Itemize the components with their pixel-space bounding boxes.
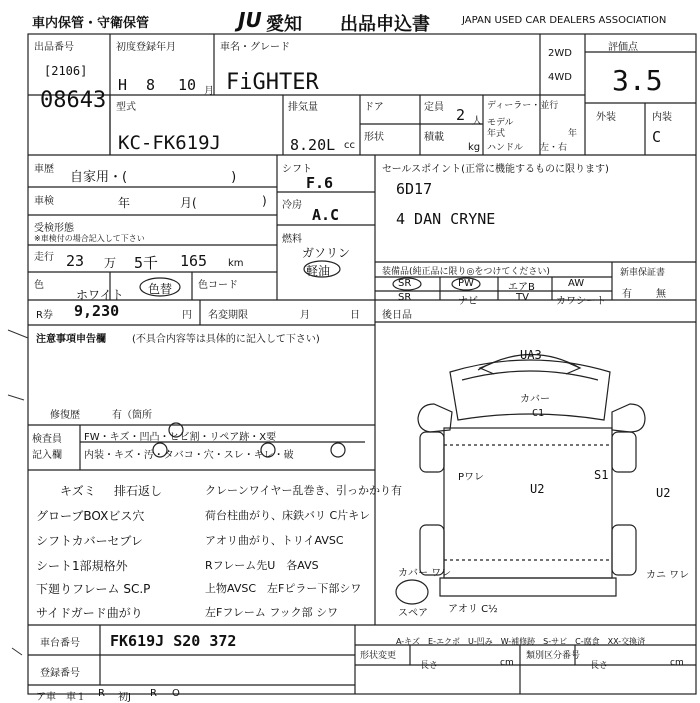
diag-spare: スペア xyxy=(398,608,428,619)
size2-long: 長さ xyxy=(590,661,609,671)
insurance-yes: 有 xyxy=(622,289,632,300)
color-code-label: 色コード xyxy=(198,280,238,291)
inspector-row-2: 内装・キズ・汚・タバコ・穴・スレ・キレ・破 xyxy=(84,450,294,461)
footer-0: ア車 xyxy=(36,692,56,703)
registration-era: H xyxy=(118,76,128,94)
capacity-label: 定員 xyxy=(424,102,444,113)
mileage-man: 23 xyxy=(66,252,85,270)
equip-r2-3: カワシート xyxy=(556,296,606,307)
equip-r1-0: SR xyxy=(398,278,412,289)
size1-cm: cm xyxy=(500,658,514,668)
rear-label: 後日品 xyxy=(382,310,412,321)
equip-r1-2: エアB xyxy=(508,282,535,293)
repair-value: 有（箇所 xyxy=(112,410,152,421)
load-label: 積載 xyxy=(424,132,444,143)
registration-label: 初度登録年月 xyxy=(116,42,176,53)
remark-3a: シフトカバーセブレ xyxy=(36,534,143,548)
remark-3b: アオリ曲がり、トリイAVSC xyxy=(205,534,344,547)
selling-point-1: 6D17 xyxy=(396,180,433,198)
receipt-note: ※車検付の場合記入して下さい xyxy=(34,234,145,243)
diag-cover-crack: カバー ワレ xyxy=(398,568,452,579)
diag-ua3: UA3 xyxy=(520,348,542,362)
name-change-month: 月 xyxy=(300,310,310,321)
color-value: ホワイト xyxy=(76,288,124,302)
lot-label: 出品番号 xyxy=(34,42,74,53)
remark-1b: 排石返し xyxy=(114,484,163,498)
inspector-row-1: FW・キズ・凹凸・ヒビ割・リペア跡・X要 xyxy=(84,432,277,443)
footer-2: R xyxy=(98,688,105,699)
doors-label: ドア xyxy=(364,102,384,113)
diag-p-dent: Pワレ xyxy=(458,472,485,483)
month-suffix: 月 xyxy=(204,86,214,97)
exterior-label: 外装 xyxy=(596,112,616,123)
capacity-value: 2 xyxy=(456,106,466,124)
mileage-sen: 5千 xyxy=(134,254,159,272)
shift-label: シフト xyxy=(282,164,312,175)
equip-r2-2: TV xyxy=(516,292,529,303)
remark-6a: サイドガード曲がり xyxy=(36,606,143,620)
lot-sub: [2106] xyxy=(44,64,88,78)
model-label: 車名・グレード xyxy=(220,42,290,53)
remark-1c: クレーンワイヤー乱巻き、引っかかり有 xyxy=(205,484,403,497)
capacity-unit: 人 xyxy=(472,116,482,127)
equip-r2-0: SR xyxy=(398,292,412,303)
load-unit: kg xyxy=(468,142,481,153)
color-label: 色 xyxy=(34,280,44,291)
diag-kani: カニ ワレ xyxy=(646,570,690,581)
size2-cm: cm xyxy=(670,658,684,668)
insurance-label: 新車保証書 xyxy=(620,268,666,278)
shape-label: 形状 xyxy=(364,132,384,143)
footer-5: O xyxy=(172,688,180,699)
notes-instruction: (不具合内容等は具体的に記入して下さい) xyxy=(132,334,320,345)
insurance-no: 無 xyxy=(656,289,666,300)
diag-cover: カバー xyxy=(520,394,550,405)
handle-label: ハンドル xyxy=(487,143,524,153)
year-unit: 年 xyxy=(568,129,578,139)
size1-long: 長さ xyxy=(420,661,439,671)
inspector-label-2: 記入欄 xyxy=(32,450,62,461)
remark-5b: 上物AVSC 左Fピラー下部シワ xyxy=(205,582,362,595)
shift-value: F.6 xyxy=(306,174,334,192)
handle-options: 左・右 xyxy=(540,143,568,153)
history-label: 車歴 xyxy=(34,164,54,175)
selling-points-label: セールスポイント(正常に機能するものに限ります) xyxy=(382,164,609,175)
equip-r1-1: PW xyxy=(458,278,474,289)
fuel-diesel: 軽油 xyxy=(306,264,331,278)
drive-2wd: 2WD xyxy=(548,48,572,59)
shaken-label: 車検 xyxy=(34,196,54,207)
aircon-label: 冷房 xyxy=(282,200,302,211)
footer-3: 初J xyxy=(118,692,131,703)
org-name: 愛知 xyxy=(266,14,302,35)
model-name: FiGHTER xyxy=(226,70,319,95)
diag-u2: U2 xyxy=(530,482,545,496)
reg-number-label: 登録番号 xyxy=(40,668,80,679)
ju-logo: JU xyxy=(238,8,262,32)
diag-u2b: U2 xyxy=(656,486,671,500)
mileage-rest: 165 xyxy=(180,252,208,270)
selling-point-2: 4 DAN CRYNE xyxy=(396,210,496,228)
footer-4: R xyxy=(150,688,157,699)
footer-1: 車１ xyxy=(66,692,86,703)
diag-aori: アオリ C½ xyxy=(448,604,498,615)
displacement-unit: cc xyxy=(344,140,355,151)
remark-5a: 下廻りフレーム SC.P xyxy=(36,582,151,596)
equip-r1-3: AW xyxy=(568,278,585,289)
inspector-label-1: 検査員 xyxy=(32,434,62,445)
type-label: 型式 xyxy=(116,102,136,113)
year-label: 年式 xyxy=(487,129,506,139)
fuel-label: 燃料 xyxy=(282,234,302,245)
equip-r2-1: ナビ xyxy=(458,296,478,307)
history-value: 自家用・( ) xyxy=(70,170,237,185)
equipment-label: 装備品(純正品に限り◎をつけてください) xyxy=(382,267,550,277)
damage-legend: A-キズ E-エクボ U-凹み W-補修跡 S-サビ C-腐食 XX-交換済 xyxy=(396,637,646,646)
shaken-year: 年 xyxy=(118,196,131,210)
remark-4a: シート1部規格外 xyxy=(36,559,128,573)
remark-4b: Rフレーム先U 各AVS xyxy=(205,559,319,572)
registration-month: 10 xyxy=(178,76,197,94)
interior-grade: C xyxy=(652,128,662,146)
recycle-unit: 円 xyxy=(182,310,192,321)
recycle-value: 9,230 xyxy=(74,302,120,320)
chassis-value: FK619J S20 372 xyxy=(110,632,237,650)
lot-number: 08643 xyxy=(40,88,107,113)
shaken-month: 月( xyxy=(180,196,197,210)
receipt-label: 受検形態 xyxy=(34,223,74,234)
association-name: JAPAN USED CAR DEALERS ASSOCIATION xyxy=(462,15,667,26)
size1-label: 形状変更 xyxy=(360,651,397,661)
drive-4wd: 4WD xyxy=(548,72,572,83)
remark-2b: 荷台柱曲がり、床鉄バリ C片キレ xyxy=(205,509,371,522)
remark-1a: キズミ xyxy=(60,484,96,498)
diag-s1: S1 xyxy=(594,468,609,482)
diag-c1: C1 xyxy=(532,408,545,419)
mileage-man-unit: 万 xyxy=(104,256,117,270)
recycle-label: R券 xyxy=(36,310,53,321)
fuel-value: ガソリン xyxy=(302,246,351,260)
grade-score: 3.5 xyxy=(612,64,663,97)
displacement-value: 8.20L xyxy=(290,136,336,154)
color-change: 色替 xyxy=(148,282,173,296)
name-change-label: 名変期限 xyxy=(208,310,248,321)
storage-note: 車内保管・守衛保管 xyxy=(32,16,150,31)
dealer-label: ディーラー・並行 xyxy=(487,101,559,111)
aircon-value: A.C xyxy=(312,206,340,224)
form-title: 出品申込書 xyxy=(340,14,430,35)
interior-label: 内装 xyxy=(652,112,672,123)
remark-6b: 左Fフレーム フック部 シワ xyxy=(205,606,339,619)
remark-2a: グローブBOXビス穴 xyxy=(36,509,145,523)
mileage-unit: km xyxy=(228,258,244,269)
mileage-label: 走行 xyxy=(34,252,54,263)
chassis-label: 車台番号 xyxy=(40,638,80,649)
repair-label: 修復歴 xyxy=(50,410,80,421)
name-change-day: 日 xyxy=(350,310,360,321)
size2-label: 類別区分番号 xyxy=(526,651,581,661)
shaken-close: ) xyxy=(262,194,267,208)
registration-year: 8 xyxy=(146,76,156,94)
model-year-label: モデル xyxy=(487,118,514,128)
type-value: KC-FK619J xyxy=(118,132,221,154)
displacement-label: 排気量 xyxy=(288,102,318,113)
notes-label: 注意事項申告欄 xyxy=(36,334,106,345)
grade-label: 評価点 xyxy=(608,42,638,53)
